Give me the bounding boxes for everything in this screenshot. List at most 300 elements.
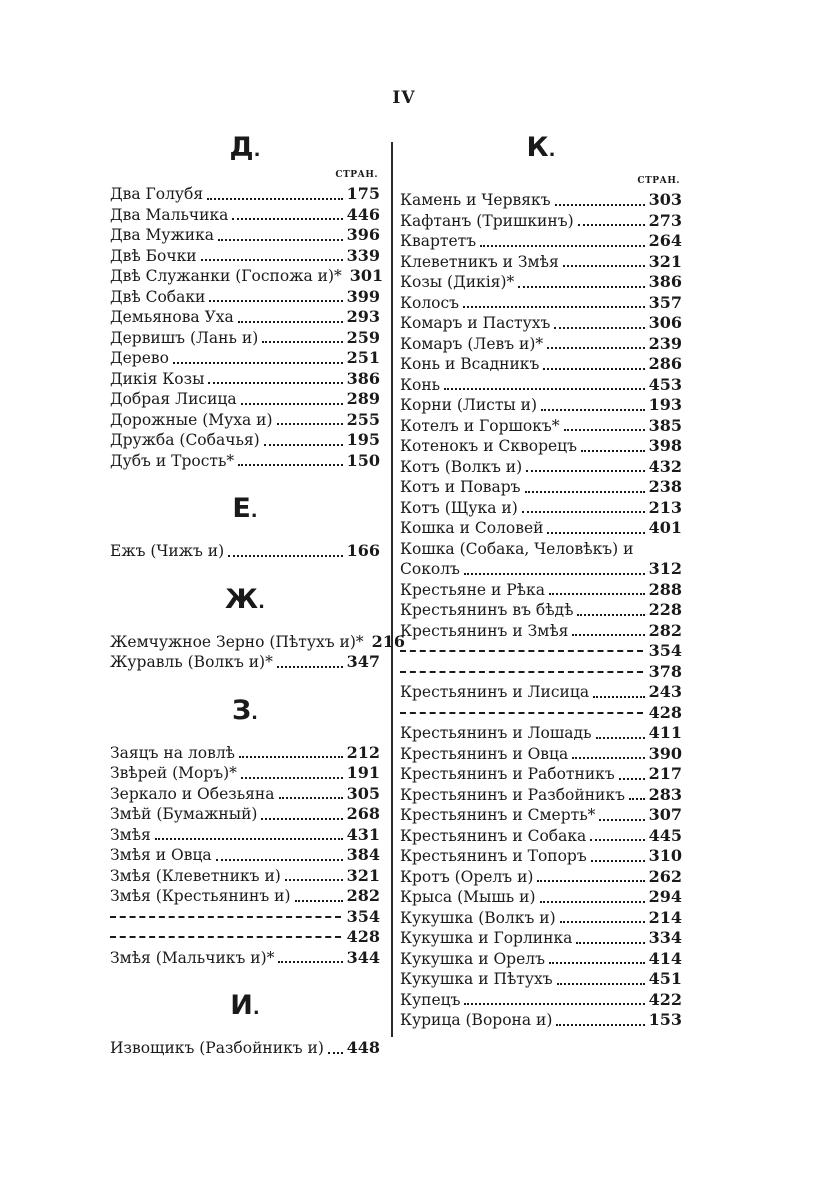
entry-title: Два Мужика: [110, 226, 215, 244]
index-entry: [110, 348, 380, 369]
entry-page-number: 306: [648, 313, 682, 332]
index-entry: [110, 410, 380, 431]
section-letter-text: К: [526, 132, 549, 163]
leader-dots: [201, 259, 343, 261]
entry-title: Камень и Червякъ: [400, 191, 551, 209]
section-letter: [400, 130, 682, 166]
entry-title: Демьянова Уха: [110, 308, 234, 326]
entry-page-number: 305: [346, 783, 380, 803]
section-gap: [110, 1024, 380, 1038]
entry-page-number: 386: [346, 368, 380, 388]
index-entry: [400, 559, 682, 580]
entry-title: Змѣя (Клеветникъ и): [110, 866, 281, 885]
page-column-header: СТРАН.: [335, 170, 378, 180]
ditto-dashes: [400, 671, 643, 673]
section-gap: [110, 471, 380, 491]
entry-page-number: 431: [346, 824, 380, 844]
leader-dots: [549, 962, 645, 964]
entry-title: Конь и Всадникъ: [400, 355, 540, 373]
entry-title: Дервишъ (Лань и): [110, 328, 259, 347]
entry-title: Кротъ (Орелъ и): [400, 867, 534, 886]
index-entry: [110, 886, 380, 907]
leader-dots: [522, 511, 645, 513]
entry-title: Два Голубя: [110, 185, 204, 203]
entry-title: Журавль (Волкъ и)*: [110, 653, 273, 671]
entry-page-number: 259: [346, 327, 380, 347]
index-entry: [110, 743, 380, 764]
index-entry: [110, 825, 380, 846]
section-letter-text: Е: [232, 493, 251, 524]
entry-page-number: 354: [346, 906, 380, 926]
entry-page-number: 386: [648, 272, 682, 291]
leader-dots: [285, 879, 343, 881]
section-letter-dot: .: [548, 140, 556, 161]
leader-dots: [241, 777, 343, 779]
entry-title: Крестьянинъ и Змѣя: [400, 621, 569, 640]
index-entry: [110, 451, 380, 472]
section-gap: [110, 968, 380, 988]
leader-dots: [232, 218, 342, 220]
entry-page-number: 214: [648, 907, 682, 927]
entry-title: Крестьянинъ и Топоръ: [400, 847, 587, 865]
leader-dots: [537, 880, 644, 882]
entry-page-number: 401: [648, 518, 682, 537]
entry-title: Два Мальчика: [110, 205, 229, 224]
leader-dots: [208, 382, 342, 384]
entry-title: Козы (Дикія)*: [400, 273, 515, 291]
section-letter: [110, 582, 380, 618]
leader-dots: [547, 532, 644, 534]
section-letter: [110, 693, 380, 729]
leader-dots: [277, 423, 343, 425]
leader-dots: [577, 614, 644, 616]
index-entry: [400, 498, 682, 519]
section-letter-dot: .: [250, 501, 258, 522]
entry-title: Зеркало и Обезьяна: [110, 784, 275, 803]
section-letter-text: И: [230, 990, 253, 1021]
leader-dots: [525, 491, 645, 493]
leader-dots: [228, 555, 342, 557]
entry-page-number: 445: [648, 825, 682, 845]
leader-dots: [480, 245, 645, 247]
entry-title: Кукушка и Орелъ: [400, 949, 545, 968]
leader-dots: [619, 778, 645, 780]
index-entry: [400, 334, 682, 355]
index-entry: [400, 744, 682, 765]
entry-title: Конь: [400, 375, 441, 394]
leader-dots: [328, 1052, 343, 1054]
index-entry: [400, 867, 682, 888]
index-entry-repeat: [400, 662, 682, 683]
leader-dots: [241, 403, 343, 405]
ditto-dashes: [110, 916, 341, 918]
entry-page-number: 307: [648, 805, 682, 824]
index-entry: [400, 990, 682, 1011]
leader-dots: [518, 286, 644, 288]
entry-title: Крестьянинъ въ бѣдѣ: [400, 601, 574, 619]
entry-title: Крестьянинъ и Лисица: [400, 683, 590, 701]
entry-title: Добрая Лисица: [110, 390, 237, 408]
leader-dots: [540, 901, 645, 903]
index-entry-repeat: [400, 703, 682, 724]
leader-dots: [599, 819, 644, 821]
entry-title: Курица (Ворона и): [400, 1011, 553, 1029]
index-entry: [110, 652, 380, 673]
page-number: IV: [392, 88, 416, 108]
index-entry: [400, 457, 682, 478]
entry-page-number: 414: [648, 948, 682, 968]
leader-dots: [554, 327, 644, 329]
leader-dots: [581, 450, 645, 452]
entry-title: Кукушка и Горлинка: [400, 929, 573, 947]
entry-page-number: 238: [648, 477, 682, 496]
entry-page-number: 283: [648, 784, 682, 804]
entry-title: Котелъ и Горшокъ*: [400, 416, 560, 435]
leader-dots: [556, 1024, 644, 1026]
leader-dots: [278, 961, 342, 963]
leader-dots: [629, 798, 645, 800]
entry-page-number: 303: [648, 190, 682, 209]
index-entry: [110, 328, 380, 349]
entry-page-number: 357: [648, 292, 682, 312]
entry-page-number: 411: [648, 723, 682, 742]
entry-title: Крестьяне и Рѣка: [400, 580, 545, 599]
index-entry: [400, 723, 682, 744]
index-entry: [400, 416, 682, 437]
leader-dots: [560, 921, 645, 923]
ditto-dashes: [110, 936, 341, 938]
index-entry: [400, 436, 682, 457]
leader-dots: [547, 347, 644, 349]
entry-title: Кукушка (Волкъ и): [400, 908, 556, 927]
entry-page-number: 293: [346, 307, 380, 326]
leader-dots: [563, 265, 645, 267]
section-gap: [110, 673, 380, 693]
index-entry: [400, 600, 682, 621]
section-letter-dot: .: [258, 591, 265, 613]
entry-page-number: 251: [346, 348, 380, 367]
index-entry: [110, 866, 380, 887]
entry-page-number: 282: [648, 620, 682, 640]
leader-dots: [543, 368, 644, 370]
index-entry: [400, 539, 682, 560]
leader-dots: [464, 573, 645, 575]
leader-dots: [590, 839, 644, 841]
entry-page-number: 396: [346, 225, 380, 244]
ditto-dashes: [400, 650, 643, 652]
index-entry-repeat: [110, 907, 380, 928]
entry-page-number: 448: [346, 1038, 380, 1057]
index-entry-repeat: [110, 927, 380, 948]
index-entry: [110, 804, 380, 825]
entry-title: Ежъ (Чижъ и): [110, 542, 225, 560]
entry-title: Соколъ: [400, 560, 460, 578]
leader-dots: [216, 859, 343, 861]
leader-dots: [572, 634, 644, 636]
entry-page-number: 175: [346, 184, 380, 203]
leader-dots: [264, 444, 343, 446]
index-entry: [110, 266, 384, 287]
entry-page-number: 282: [346, 886, 380, 905]
index-entry: [110, 541, 380, 562]
leader-dots: [555, 204, 645, 206]
entry-title: Дерево: [110, 349, 169, 367]
entry-title: Крестьянинъ и Разбойникъ: [400, 785, 625, 804]
entry-page-number: 344: [346, 947, 380, 967]
index-entry: [110, 287, 380, 308]
entry-title: Квартетъ: [400, 232, 477, 250]
page-column-header: СТРАН.: [637, 176, 680, 186]
leader-dots: [557, 983, 645, 985]
leader-dots: [591, 860, 645, 862]
leader-dots: [295, 900, 343, 902]
index-entry: [400, 846, 682, 867]
leader-dots: [261, 818, 342, 820]
leader-dots: [576, 942, 644, 944]
section-gap: [110, 562, 380, 582]
entry-page-number: 239: [648, 333, 682, 353]
section-gap: [110, 618, 380, 632]
index-entry: [110, 430, 380, 451]
leader-dots: [526, 470, 644, 472]
entry-title: Клеветникъ и Змѣя: [400, 252, 559, 271]
section-letter: [110, 491, 380, 527]
entry-title: Крестьянинъ и Собака: [400, 826, 587, 845]
section-letter-dot: .: [252, 998, 260, 1019]
entry-page-number: 339: [346, 245, 380, 265]
entry-title: Двѣ Служанки (Госпожа и)*: [110, 267, 342, 285]
entry-title: Двѣ Бочки: [110, 246, 197, 265]
entry-page-number: 453: [648, 374, 682, 394]
entry-page-number: 310: [648, 846, 682, 865]
ditto-dashes: [400, 712, 643, 714]
section-letter-text: Ж: [225, 583, 259, 615]
index-entry: [400, 887, 682, 908]
index-entry: [110, 631, 406, 653]
entry-page-number: 312: [648, 559, 682, 578]
leader-dots: [207, 198, 342, 200]
index-entry: [110, 307, 380, 328]
section-letter: [110, 130, 380, 166]
entry-title: Кошка и Соловей: [400, 519, 544, 537]
index-entry: [110, 205, 380, 226]
leader-dots: [279, 797, 343, 799]
entry-page-number: 191: [346, 763, 380, 782]
index-entry-repeat: [400, 641, 682, 662]
entry-title: Змѣя (Мальчикъ и)*: [110, 948, 275, 967]
index-entry: [400, 231, 682, 252]
entry-page-number: 288: [648, 579, 682, 599]
entry-page-number: 273: [648, 210, 682, 230]
section-gap: [110, 729, 380, 743]
index-entry: [110, 246, 380, 267]
section-gap: [110, 527, 380, 541]
section-letter-text: Д: [229, 132, 254, 163]
leader-dots: [578, 224, 645, 226]
index-entry: [110, 845, 380, 866]
entry-title: Колосъ: [400, 293, 460, 312]
entry-title: Дружба (Собачья): [110, 431, 260, 449]
entry-title: Котенокъ и Скворецъ: [400, 437, 578, 455]
entry-title: Змѣя: [110, 825, 151, 844]
index-entry: [400, 826, 682, 847]
section-letter: [110, 988, 380, 1024]
index-entry: [400, 805, 682, 826]
section-letter-dot: .: [251, 702, 259, 724]
index-entry: [400, 908, 682, 929]
leader-dots: [463, 306, 645, 308]
entry-title: Дорожные (Муха и): [110, 410, 273, 429]
entry-title: Двѣ Собаки: [110, 287, 206, 306]
entry-title: Крестьянинъ и Лошадь: [400, 724, 592, 742]
index-entry: [400, 580, 682, 601]
leader-dots: [444, 388, 644, 390]
index-entry: [400, 928, 682, 949]
entry-page-number: 321: [346, 865, 380, 885]
entry-page-number: 378: [648, 661, 682, 681]
entry-title: Змѣй (Бумажный): [110, 805, 258, 823]
entry-title: Извощикъ (Разбойникъ и): [110, 1039, 324, 1057]
index-entry: [400, 252, 682, 273]
entry-title: Котъ и Поваръ: [400, 478, 521, 496]
leader-dots: [262, 341, 342, 343]
entry-page-number: 255: [346, 409, 380, 429]
entry-page-number: 334: [648, 928, 682, 947]
entry-page-number: 150: [346, 450, 380, 470]
entry-page-number: 385: [648, 415, 682, 435]
index-entry: [400, 949, 682, 970]
entry-page-number: 428: [648, 702, 682, 722]
leader-dots: [277, 666, 343, 668]
entry-title: Крыса (Мышь и): [400, 888, 536, 906]
entry-page-number: 384: [346, 845, 380, 864]
entry-page-number: 347: [346, 652, 380, 671]
leader-dots: [155, 838, 343, 840]
entry-page-number: 264: [648, 231, 682, 250]
entry-title: Заяцъ на ловлѣ: [110, 743, 236, 762]
index-entry: [400, 764, 682, 785]
leader-dots: [596, 737, 645, 739]
entry-page-number: 321: [648, 251, 682, 271]
index-entry: [400, 354, 682, 375]
leader-dots: [564, 429, 645, 431]
index-entry: [110, 763, 380, 784]
index-entry: [110, 1038, 380, 1059]
index-entry: [400, 313, 682, 334]
leader-dots: [464, 1003, 644, 1005]
index-entry: [110, 225, 380, 246]
index-entry: [400, 969, 682, 990]
entry-page-number: 399: [346, 286, 380, 306]
index-entry: [400, 272, 682, 293]
index-entry: [400, 190, 682, 211]
entry-title: Комаръ (Левъ и)*: [400, 334, 544, 353]
entry-page-number: 216: [371, 631, 406, 651]
leader-dots: [239, 756, 343, 758]
entry-page-number: 193: [648, 395, 682, 414]
entry-page-number: 294: [648, 887, 682, 906]
entry-page-number: 446: [346, 204, 380, 224]
entry-page-number: 422: [648, 989, 682, 1009]
entry-title: Купецъ: [400, 990, 461, 1009]
entry-title: Змѣя и Овца: [110, 846, 212, 864]
leader-dots: [541, 409, 645, 411]
index-entry: [400, 477, 682, 498]
entry-title: Змѣя (Крестьянинъ и): [110, 887, 291, 905]
entry-page-number: 268: [346, 804, 380, 823]
right-column: [400, 130, 682, 1031]
index-entry: [400, 293, 682, 314]
index-entry: [110, 948, 380, 969]
entry-page-number: 166: [346, 541, 380, 560]
index-entry: [400, 621, 682, 642]
entry-page-number: 153: [648, 1010, 682, 1029]
section-letter-text: З: [231, 694, 252, 726]
index-entry: [110, 784, 380, 805]
left-column: [110, 130, 406, 1059]
entry-title: Дикія Козы: [110, 369, 205, 388]
entry-page-number: 228: [648, 600, 682, 619]
column-divider: [391, 142, 393, 1037]
entry-page-number: 301: [349, 266, 384, 285]
leader-dots: [209, 300, 342, 302]
leader-dots: [549, 593, 645, 595]
entry-title: Котъ (Щука и): [400, 498, 518, 517]
entry-title: Кафтанъ (Тришкинъ): [400, 211, 574, 230]
entry-page-number: 289: [346, 389, 380, 408]
entry-title: Дубъ и Трость*: [110, 451, 235, 470]
entry-page-number: 262: [648, 866, 682, 886]
index-entry: [110, 389, 380, 410]
index-entry: [400, 395, 682, 416]
index-entry: [110, 184, 380, 205]
entry-page-number: 286: [648, 354, 682, 373]
section-letter-dot: .: [253, 140, 261, 161]
entry-title: Звѣрей (Моръ)*: [110, 764, 237, 782]
leader-dots: [238, 464, 342, 466]
entry-title: Крестьянинъ и Смерть*: [400, 806, 596, 824]
entry-title: Корни (Листы и): [400, 396, 538, 414]
index-entry: [110, 369, 380, 390]
entry-title: Комаръ и Пастухъ: [400, 314, 551, 332]
entry-title: Кошка (Собака, Человѣкъ) и: [400, 539, 634, 558]
entry-page-number: 432: [648, 456, 682, 476]
leader-dots: [572, 757, 644, 759]
entry-page-number: 451: [648, 969, 682, 988]
entry-page-number: 243: [648, 682, 682, 701]
index-entry: [400, 211, 682, 232]
entry-page-number: 212: [346, 742, 380, 762]
leader-dots: [593, 696, 645, 698]
index-entry: [400, 682, 682, 703]
entry-title: Котъ (Волкъ и): [400, 457, 523, 476]
entry-title: Крестьянинъ и Работникъ: [400, 765, 615, 783]
index-entry: [400, 785, 682, 806]
entry-page-number: 354: [648, 641, 682, 660]
leader-dots: [218, 239, 343, 241]
leader-dots: [238, 321, 343, 323]
entry-page-number: 390: [648, 743, 682, 763]
entry-page-number: 195: [346, 430, 380, 449]
entry-title: Жемчужное Зерно (Пѣтухъ и)*: [110, 632, 364, 651]
entry-page-number: 428: [346, 927, 380, 946]
entry-title: Кукушка и Пѣтухъ: [400, 970, 553, 988]
index-entry: [400, 375, 682, 396]
entry-page-number: 213: [648, 497, 682, 517]
index-entry: [400, 1010, 682, 1031]
entry-page-number: 398: [648, 436, 682, 455]
entry-title: Крестьянинъ и Овца: [400, 744, 569, 763]
